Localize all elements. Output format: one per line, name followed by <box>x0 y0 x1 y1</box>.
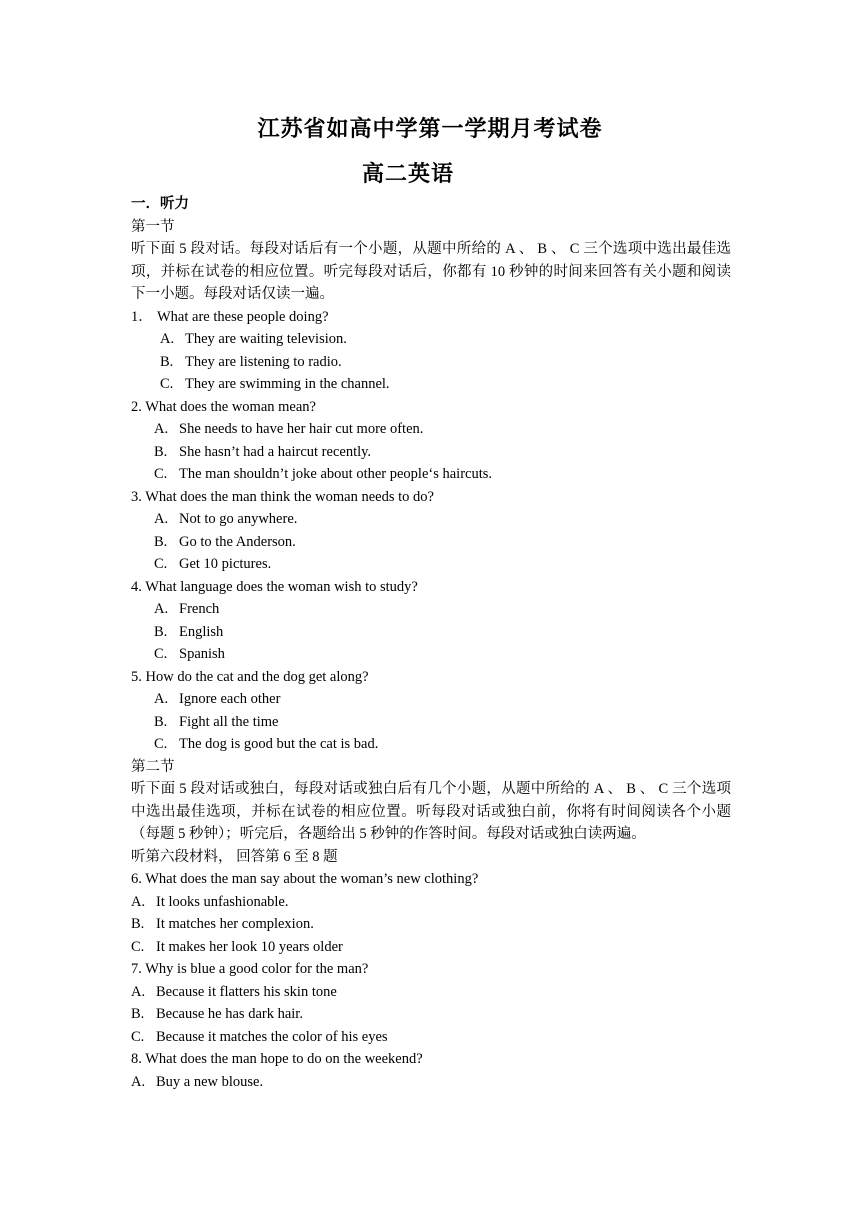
question-text: What are these people doing? <box>157 308 329 325</box>
question-text: What language does the woman wish to study? <box>145 578 418 595</box>
option-text: Ignore each other <box>179 691 281 707</box>
option-letter: C. <box>160 376 174 392</box>
section-heading: 一．听力 <box>131 196 189 212</box>
option-letter: C. <box>131 938 145 955</box>
option-text: She hasn’t had a haircut recently. <box>179 443 372 460</box>
option-text: Because it matches the color of his eyes <box>156 1028 388 1045</box>
option <box>131 891 731 914</box>
option <box>131 1071 731 1094</box>
option-letter: A. <box>154 601 169 617</box>
question-number: 3. <box>131 488 142 505</box>
question <box>131 666 731 689</box>
option <box>131 508 731 531</box>
question-text: What does the man think the woman needs to do? <box>145 488 434 505</box>
question: 8. What does the man hope to do on the weekend? <box>131 1051 423 1067</box>
part-heading: 第二节 <box>131 758 175 775</box>
option <box>131 328 731 351</box>
option-text: It matches her complexion. <box>156 916 314 932</box>
question: 7. Why is blue a good color for the man? <box>131 961 369 977</box>
option <box>131 1026 731 1049</box>
option-letter: A. <box>154 421 169 437</box>
option <box>131 621 731 644</box>
part-heading: 第一节 <box>131 218 175 235</box>
option-letter: A. <box>160 331 175 347</box>
option-letter: A. <box>154 691 169 707</box>
instructions-2: 听下面 5 段对话或独白，每段对话或独白后有几个小题，从题中所给的 A 、 B 、 C 三个选项中选出最佳选项，并标在试卷的相应位置。听每段对话或独白前，你将有时间阅读各个小题（每题 5 秒钟）；听完后，各题给出 5 秒钟的作答时间。每段对话或独白读两遍。 <box>131 781 731 842</box>
option-letter: B. <box>154 623 168 640</box>
option-text: French <box>179 601 220 617</box>
page-subtitle: 高二英语 <box>362 161 455 186</box>
option <box>131 981 731 1004</box>
question <box>131 306 731 329</box>
option <box>131 373 731 396</box>
option-text: They are listening to radio. <box>185 353 342 370</box>
option <box>131 351 731 374</box>
option-letter: C. <box>154 736 168 752</box>
question-number: 2. <box>131 398 142 415</box>
question-number: 1． <box>131 308 153 325</box>
question <box>131 576 731 599</box>
option-letter: C. <box>154 556 168 572</box>
option <box>131 733 731 756</box>
option-letter: B. <box>131 916 145 932</box>
option-text: Buy a new blouse. <box>156 1073 264 1090</box>
option-text: Go to the Anderson. <box>179 533 296 550</box>
page-title: 江苏省如高中学第一学期月考试卷 <box>257 116 603 141</box>
option-text: Spanish <box>179 646 225 662</box>
option <box>131 711 731 734</box>
option-text: They are swimming in the channel. <box>185 376 390 392</box>
option-text: Fight all the time <box>179 713 279 730</box>
option <box>131 643 731 666</box>
option <box>131 418 731 441</box>
option-letter: A. <box>131 983 146 1000</box>
question <box>131 486 731 509</box>
question-number: 4. <box>131 578 142 595</box>
option-letter: B. <box>154 533 168 550</box>
option-text: The man shouldn’t joke about other people‘s haircuts. <box>179 466 493 482</box>
question-text: How do the cat and the dog get along? <box>145 668 369 685</box>
option-letter: B. <box>154 713 168 730</box>
option-letter: C. <box>154 466 168 482</box>
instructions: 听下面 5 段对话。每段对话后有一个小题，从题中所给的 A 、 B 、 C 三个选项中选出最佳选项，并标在试卷的相应位置。听完每段对话后，你都有 10 秒钟的时间来回答有关小题和阅读下一小题。每段对话仅读一遍。 <box>131 241 731 302</box>
option <box>131 936 731 959</box>
option-text: It looks unfashionable. <box>156 893 289 910</box>
option-text: Because he has dark hair. <box>156 1006 303 1022</box>
option-text: It makes her look 10 years older <box>156 938 343 955</box>
option-text: The dog is good but the cat is bad. <box>179 736 379 752</box>
option-text: They are waiting television. <box>185 331 347 347</box>
option-letter: B. <box>160 353 174 370</box>
exam-body <box>131 193 731 1093</box>
option-text: Because it flatters his skin tone <box>156 983 337 1000</box>
question-text: What does the woman mean? <box>145 398 316 415</box>
option-letter: C. <box>131 1028 145 1045</box>
option-letter: A. <box>154 511 169 527</box>
option-letter: B. <box>131 1006 145 1022</box>
option <box>131 441 731 464</box>
material-heading: 听第六段材料， 回答第 6 至 8 题 <box>131 848 338 865</box>
option <box>131 553 731 576</box>
option <box>131 531 731 554</box>
question <box>131 396 731 419</box>
option-text: Get 10 pictures. <box>179 556 272 572</box>
option-text: She needs to have her hair cut more often. <box>179 421 424 437</box>
option <box>131 913 731 936</box>
question: 6. What does the man say about the woman’s new clothing? <box>131 871 479 887</box>
option <box>131 688 731 711</box>
option-letter: B. <box>154 443 168 460</box>
option-letter: C. <box>154 646 168 662</box>
option-letter: A. <box>131 1073 146 1090</box>
question-number: 5. <box>131 668 142 685</box>
option-text: English <box>179 623 224 640</box>
option-text: Not to go anywhere. <box>179 511 298 527</box>
option <box>131 1003 731 1026</box>
option <box>131 463 731 486</box>
option <box>131 598 731 621</box>
option-letter: A. <box>131 893 146 910</box>
